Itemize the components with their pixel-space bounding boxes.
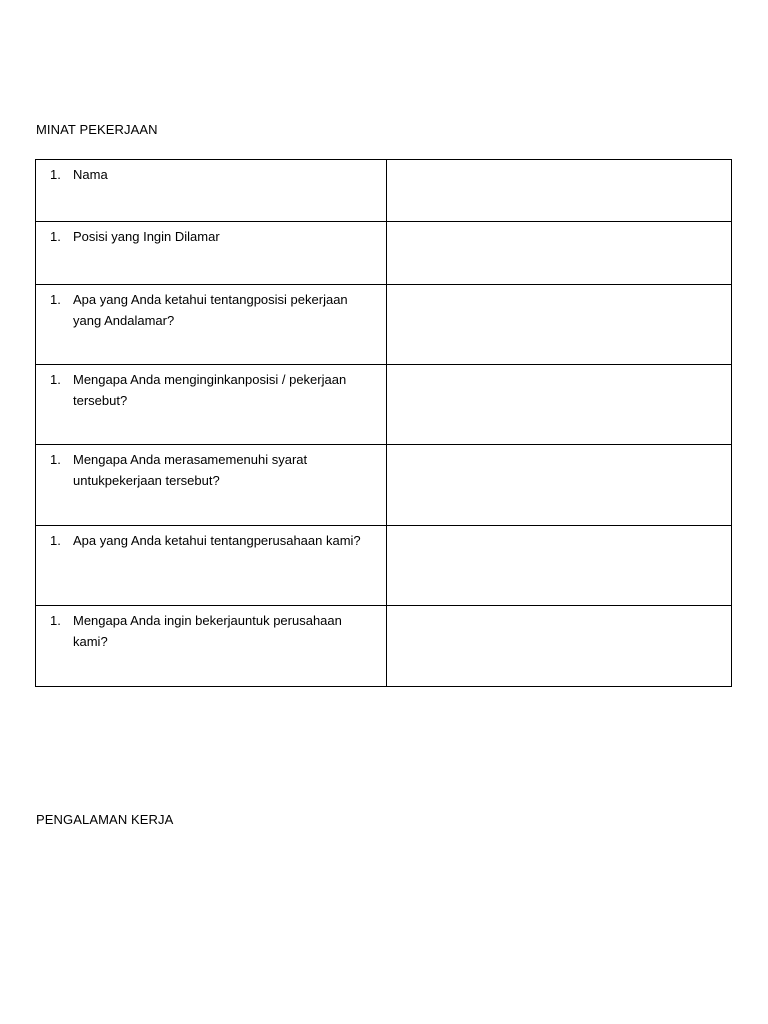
answer-cell[interactable]	[387, 160, 732, 222]
question-cell	[36, 285, 387, 365]
answer-cell[interactable]	[387, 222, 732, 285]
question-number: 1.	[50, 292, 61, 307]
answer-cell[interactable]	[387, 526, 732, 606]
answer-cell[interactable]	[387, 285, 732, 365]
question-text: Apa yang Anda ketahui tentangperusahaan kami?	[73, 533, 361, 548]
table-row	[36, 445, 732, 526]
question-number: 1.	[50, 613, 61, 628]
answer-cell[interactable]	[387, 365, 732, 445]
question-cell	[36, 526, 387, 606]
question-cell	[36, 445, 387, 526]
question-text: Nama	[73, 167, 108, 182]
question-number: 1.	[50, 229, 61, 244]
question-text: Mengapa Anda menginginkanposisi / pekerjaan tersebut?	[73, 372, 347, 408]
table-row	[36, 222, 732, 285]
table-row	[36, 285, 732, 365]
question-text: Mengapa Anda ingin bekerjauntuk perusahaan kami?	[73, 613, 342, 649]
table-row	[36, 160, 732, 222]
question-text: Apa yang Anda ketahui tentangposisi pekerjaan yang Andalamar?	[73, 292, 348, 328]
answer-cell[interactable]	[387, 445, 732, 526]
question-cell	[36, 606, 387, 687]
question-cell	[36, 222, 387, 285]
answer-cell[interactable]	[387, 606, 732, 687]
table-row	[36, 365, 732, 445]
section-heading-pengalaman-kerja: PENGALAMAN KERJA	[36, 812, 174, 827]
question-text: Posisi yang Ingin Dilamar	[73, 229, 220, 244]
question-number: 1.	[50, 372, 61, 387]
section-heading-minat-pekerjaan: MINAT PEKERJAAN	[36, 122, 158, 137]
question-number: 1.	[50, 533, 61, 548]
question-cell	[36, 365, 387, 445]
question-number: 1.	[50, 452, 61, 467]
question-number: 1.	[50, 167, 61, 182]
table-row	[36, 606, 732, 687]
question-cell	[36, 160, 387, 222]
minat-pekerjaan-table	[35, 159, 732, 687]
table-row	[36, 526, 732, 606]
question-text: Mengapa Anda merasamemenuhi syarat untukpekerjaan tersebut?	[73, 452, 308, 488]
